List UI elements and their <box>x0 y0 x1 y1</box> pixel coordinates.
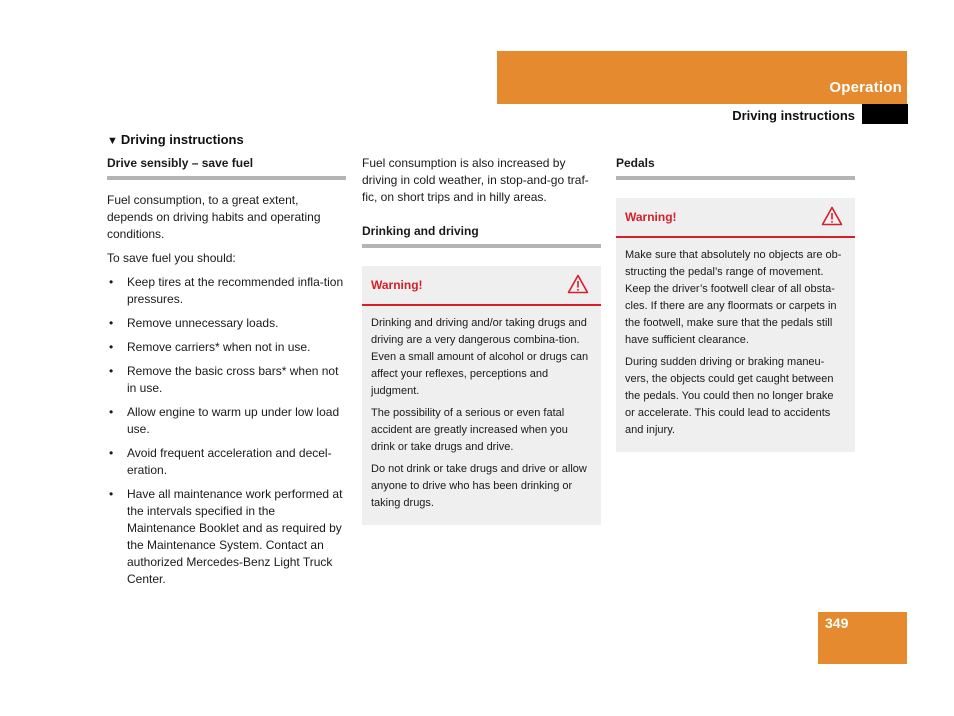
warning-paragraph: Make sure that absolutely no objects are ob-structing the pedal’s range of movement. Keep the driver’s footwell clear of all obsta-cles. If there are any floormats or carpets in the footwell, make sure that the pedals still have sufficient clearance. <box>625 249 842 346</box>
list-item: • Allow engine to warm up under low load use. <box>107 404 346 438</box>
warning-body <box>362 306 601 525</box>
section-title <box>107 132 244 147</box>
page-number: 349 <box>825 615 849 631</box>
warning-paragraph: Drinking and driving and/or taking drugs and driving are a very dangerous combina-tion. Even a small amount of alcohol or drugs can affect your reflexes, perceptions and judgment. <box>371 317 589 397</box>
warning-paragraph: Do not drink or take drugs and drive or allow anyone to drive who has been drinking or taking drugs. <box>371 463 587 509</box>
fuel-lead: To save fuel you should: <box>107 251 236 265</box>
warning-paragraph: The possibility of a serious or even fatal accident are greatly increased when you drink or take drugs and drive. <box>371 407 568 453</box>
warning-box-pedals <box>616 198 855 452</box>
list-item: • Remove carriers* when not in use. <box>107 339 346 356</box>
fuel-intro: Fuel consumption, to a great extent, depends on driving habits and operating conditions. <box>107 193 321 241</box>
column-drinking <box>362 155 601 525</box>
triangle-down-icon: ▼ <box>107 135 118 147</box>
header-tab-marker <box>862 104 908 124</box>
section-title-text: Driving instructions <box>120 132 244 147</box>
list-item: • Have all maintenance work performed at the intervals specified in the Maintenance Booklet and as required by the Maintenance System. Contact an authorized Mercedes-Benz Light Truck Center. <box>107 486 346 588</box>
warning-header <box>616 198 855 238</box>
list-item: • Avoid frequent acceleration and decel-eration. <box>107 445 346 479</box>
list-item: • Remove the basic cross bars* when not in use. <box>107 363 346 397</box>
warning-header <box>362 266 601 306</box>
subheading-drinking: Drinking and driving <box>362 223 601 248</box>
fuel-tips-list <box>107 274 346 588</box>
warning-label: Warning! <box>371 278 423 292</box>
subheading-fuel: Drive sensibly – save fuel <box>107 155 346 180</box>
warning-paragraph: During sudden driving or braking maneu-vers, the objects could get caught between the pedals. You could then no longer brake or accelerate. This could lead to accidents and injury. <box>625 356 834 436</box>
chapter-title: Operation <box>829 79 902 96</box>
header-bar <box>497 51 907 104</box>
list-item: • Keep tires at the recommended infla-tion pressures. <box>107 274 346 308</box>
subheading-pedals: Pedals <box>616 155 855 180</box>
warning-box-drinking <box>362 266 601 525</box>
column-fuel <box>107 155 346 595</box>
warning-label: Warning! <box>625 210 677 224</box>
warning-triangle-icon <box>821 206 843 232</box>
column-pedals <box>616 155 855 452</box>
section-header: Driving instructions <box>732 108 855 123</box>
warning-body <box>616 238 855 452</box>
fuel-extra-text: Fuel consumption is also increased by driving in cold weather, in stop-and-go traf-fic, on short trips and in hilly areas. <box>362 156 589 204</box>
warning-triangle-icon <box>567 274 589 300</box>
list-item: • Remove unnecessary loads. <box>107 315 346 332</box>
